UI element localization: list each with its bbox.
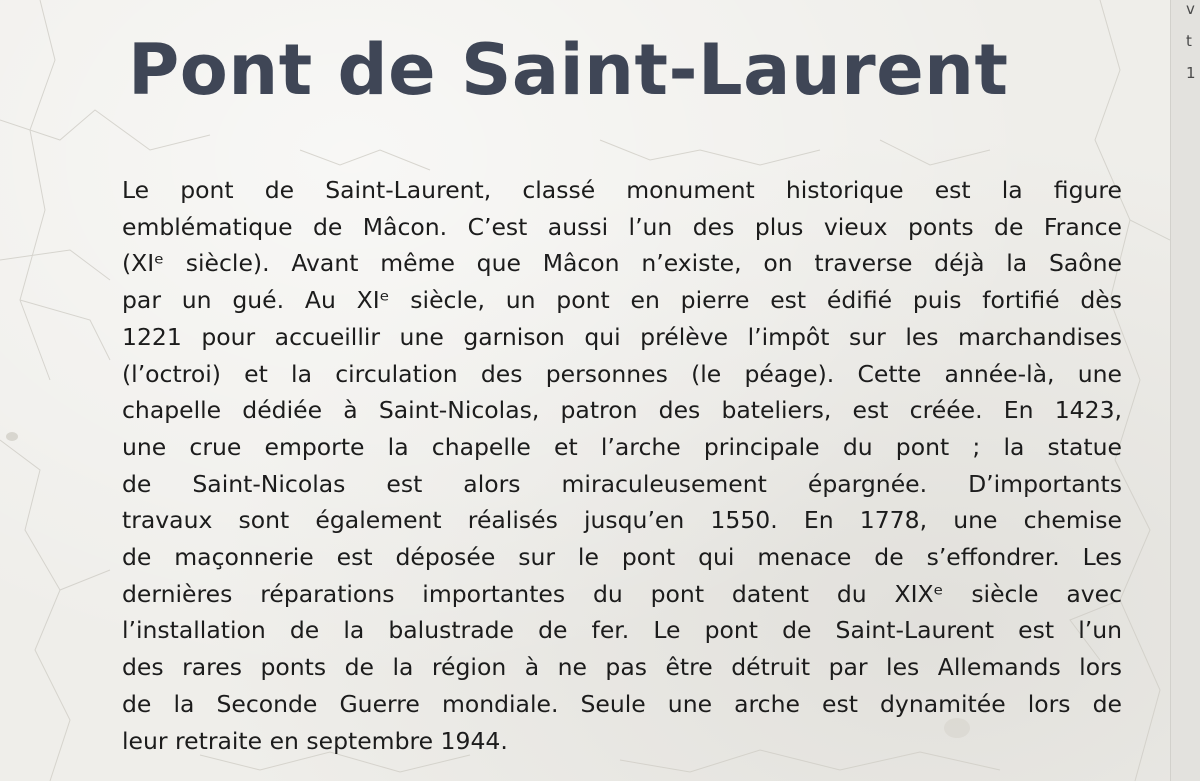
body-line: de maçonnerie est déposée sur le pont qui menace de s’effondrer. Les bbox=[122, 543, 1122, 572]
body-line: l’installation de la balustrade de fer. Le pont de Saint-Laurent est l’un bbox=[122, 616, 1122, 645]
body-line-last: leur retraite en septembre 1944. bbox=[122, 726, 508, 755]
body-line: (l’octroi) et la circulation des personnes (le péage). Cette année-là, une bbox=[122, 359, 1122, 388]
body-line: une crue emporte la chapelle et l’arche principale du pont ; la statue bbox=[122, 432, 1122, 461]
body-line: Le pont de Saint-Laurent, classé monument historique est la figure bbox=[122, 176, 1122, 204]
body-line: de Saint-Nicolas est alors miraculeusement épargnée. D’importants bbox=[122, 469, 1122, 498]
body-line: par un gué. Au XIᵉ siècle, un pont en pierre est édifié puis fortifié dès bbox=[122, 286, 1122, 315]
plaque-title: Pont de Saint-Laurent bbox=[128, 29, 1009, 111]
edge-fragment-1: v bbox=[1186, 0, 1195, 18]
body-line: (XIᵉ siècle). Avant même que Mâcon n’existe, on traverse déjà la Saône bbox=[122, 249, 1122, 278]
body-line: des rares ponts de la région à ne pas être détruit par les Allemands lors bbox=[122, 653, 1122, 682]
body-line: de la Seconde Guerre mondiale. Seule une arche est dynamitée lors de bbox=[122, 689, 1122, 718]
body-line: 1221 pour accueillir une garnison qui prélève l’impôt sur les marchandises bbox=[122, 322, 1122, 351]
body-line: chapelle dédiée à Saint-Nicolas, patron des bateliers, est créée. En 1423, bbox=[122, 396, 1122, 425]
body-line: emblématique de Mâcon. C’est aussi l’un des plus vieux ponts de France bbox=[122, 212, 1122, 241]
edge-fragment-2: t bbox=[1186, 32, 1192, 50]
paint-chip-left bbox=[6, 432, 18, 441]
body-line: dernières réparations importantes du pont datent du XIXᵉ siècle avec bbox=[122, 579, 1122, 608]
plaque-body-text bbox=[122, 172, 1122, 759]
adjacent-panel-edge bbox=[1170, 0, 1200, 781]
edge-fragment-3: 1 bbox=[1186, 64, 1196, 82]
body-line: travaux sont également réalisés jusqu’en 1550. En 1778, une chemise bbox=[122, 506, 1122, 535]
